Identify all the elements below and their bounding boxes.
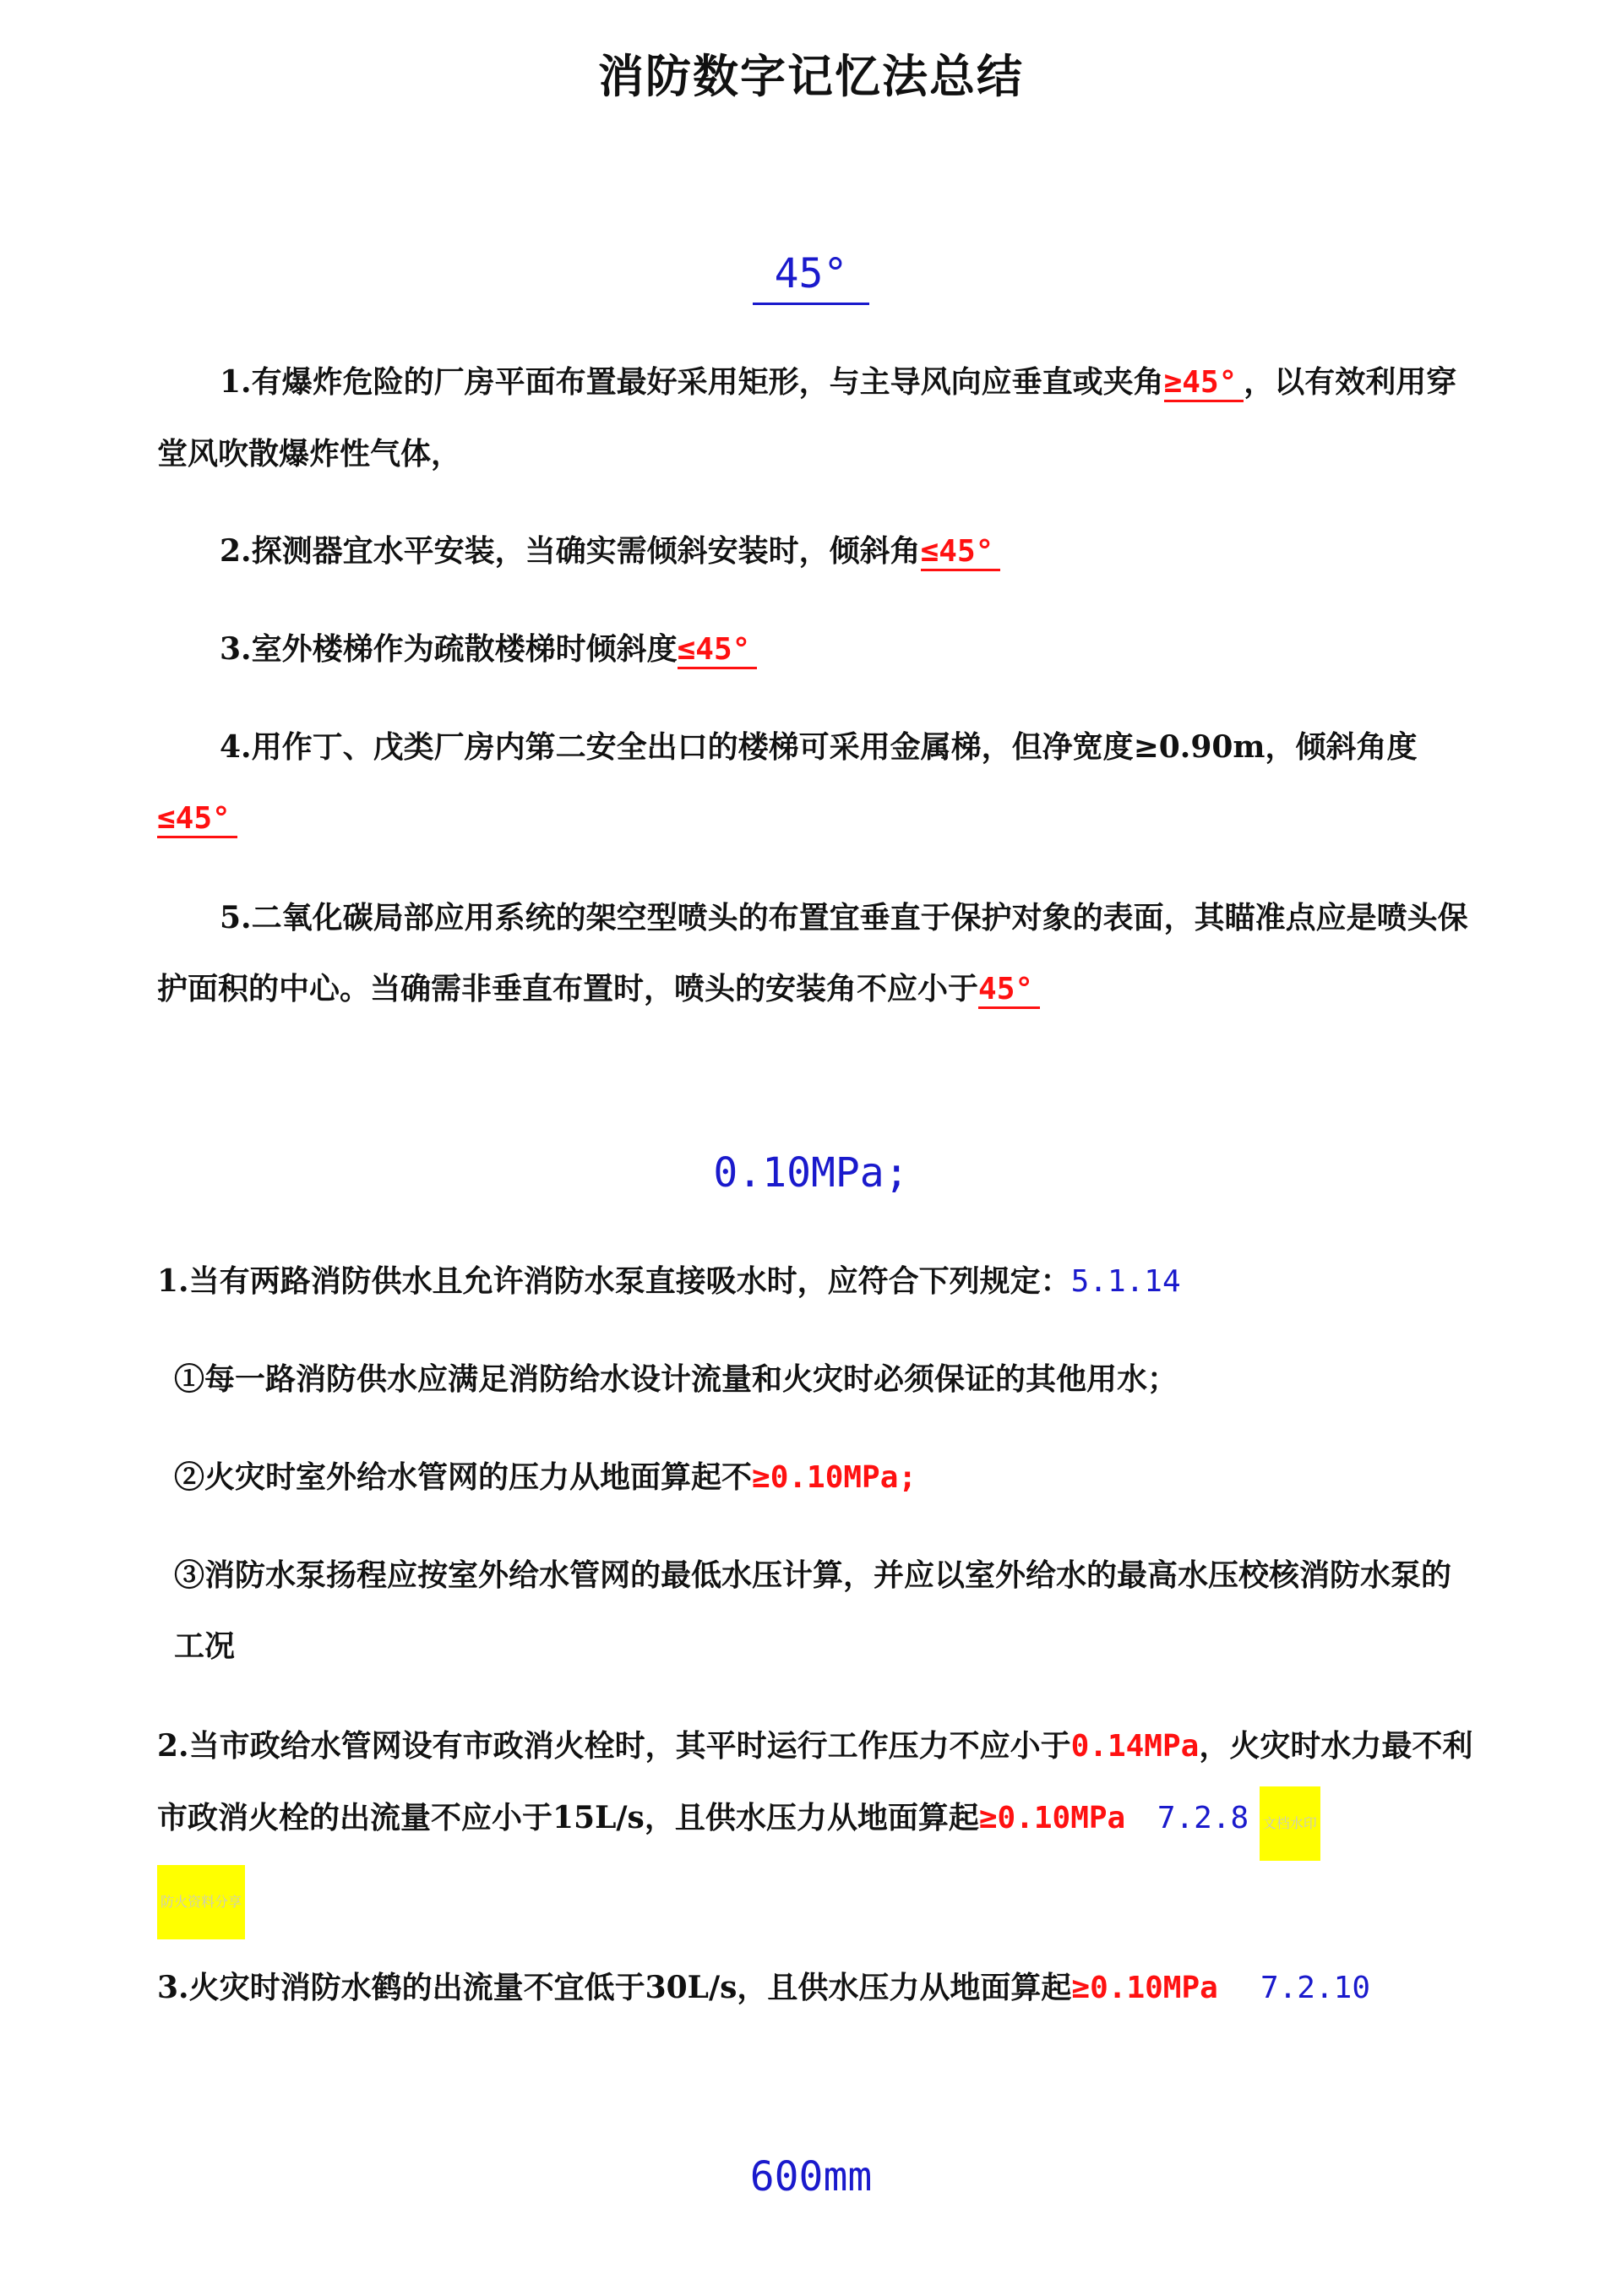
value-highlight: ≥45° bbox=[1164, 365, 1244, 402]
value-highlight: ≥0.10MPa; bbox=[752, 1460, 917, 1495]
paragraph-45-1: 1.有爆炸危险的厂房平面布置最好采用矩形，与主导风向应垂直或夹角≥45° ，以有效利用穿堂风吹散爆炸性气体， bbox=[157, 364, 1457, 472]
paragraph-45-5: 5.二氧化碳局部应用系统的架空型喷头的布置宜垂直于保护对象的表面，其瞄准点应是喷头保护面积的中心。当确需非垂直布置时，喷头的安装角不应小于45° bbox=[157, 882, 1475, 1025]
paragraph-mpa-sub2: ②火灾时室外给水管网的压力从地面算起不≥0.10MPa; bbox=[174, 1459, 917, 1495]
section-heading-010mpa: 0.10MPa; bbox=[713, 1149, 909, 1197]
section-heading-45deg: 45° bbox=[0, 250, 1622, 305]
value-highlight: ≤45° bbox=[921, 534, 1001, 571]
page-title: 消防数字记忆法总结 bbox=[598, 49, 1024, 103]
highlight-note: 防火资料分享 bbox=[157, 1865, 245, 1939]
highlight-note: 文档水印 bbox=[1260, 1786, 1320, 1861]
value-highlight: ≥0.10MPa bbox=[1071, 1971, 1218, 2005]
section-heading-600mm: 600mm bbox=[749, 2153, 873, 2201]
value-highlight: ≥0.10MPa bbox=[978, 1801, 1126, 1835]
value-highlight: ≤45° bbox=[157, 801, 237, 838]
value-highlight: ≤45° bbox=[678, 632, 758, 669]
value-highlight: 45° bbox=[978, 972, 1040, 1009]
paragraph-mpa-2: 2.当市政给水管网设有市政消火栓时，其平时运行工作压力不应小于0.14MPa，火灾时水力最不利市政消火栓的出流量不应小于15L/s，且供水压力从地面算起≥0.10MPa 7.2.8 文档水印 防火资料分享 bbox=[157, 1710, 1475, 1939]
paragraph-mpa-1: 1.当有两路消防供水且允许消防水泵直接吸水时，应符合下列规定：5.1.14 bbox=[157, 1263, 1181, 1299]
paragraph-45-2: 2.探测器宜水平安装，当确实需倾斜安装时，倾斜角≤45° bbox=[157, 515, 1475, 587]
clause-reference: 7.2.8 bbox=[1157, 1801, 1249, 1835]
paragraph-mpa-sub1: ①每一路消防供水应满足消防给水设计流量和火灾时必须保证的其他用水； bbox=[174, 1361, 1178, 1397]
clause-reference: 5.1.14 bbox=[1070, 1264, 1181, 1299]
clause-reference: 7.2.10 bbox=[1260, 1971, 1370, 2005]
paragraph-45-4: 4.用作丁、戊类厂房内第二安全出口的楼梯可采用金属梯，但净宽度≥0.90m，倾斜角度≤45° bbox=[157, 712, 1475, 854]
value-highlight: 0.14MPa bbox=[1070, 1729, 1200, 1764]
paragraph-mpa-3: 3.火灾时消防水鹤的出流量不宜低于30L/s，且供水压力从地面算起≥0.10MPa 7.2.10 bbox=[157, 1970, 1370, 2005]
paragraph-mpa-sub3: ③消防水泵扬程应按室外给水管网的最低水压计算，并应以室外给水的最高水压校核消防水泵的工况 bbox=[174, 1557, 1452, 1664]
paragraph-45-3: 3.室外楼梯作为疏散楼梯时倾斜度≤45° bbox=[157, 614, 1475, 685]
